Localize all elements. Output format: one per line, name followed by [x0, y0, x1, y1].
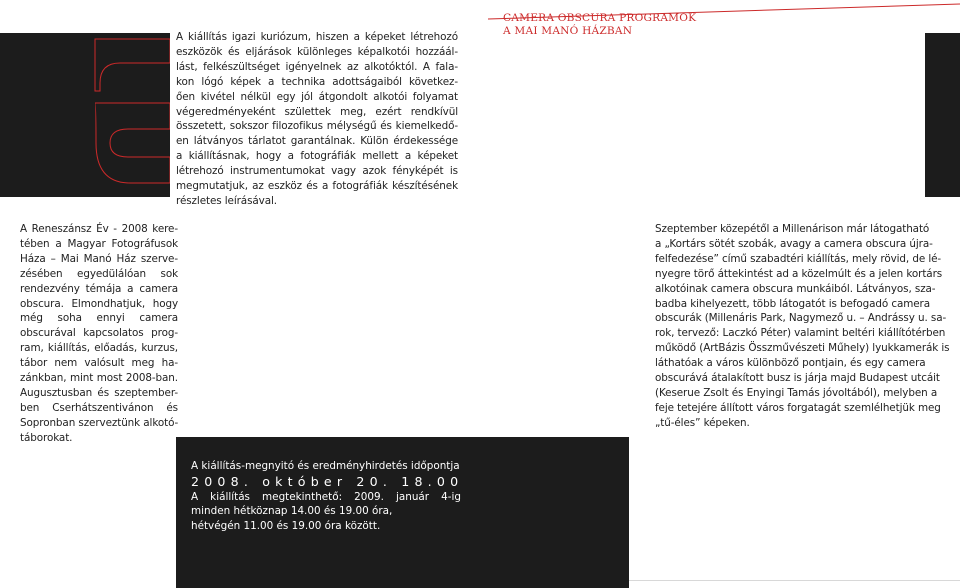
left-line: A Reneszánsz Év - 2008 kere-	[20, 223, 178, 235]
left-line: táborokat.	[20, 431, 73, 444]
intro-line: en látványos tárlatot garantálnak. Külön érdekessége	[176, 135, 458, 148]
left-line: még soha ennyi camera	[20, 312, 178, 325]
right-line: alkotóinak camera obscura munkáiból. Látványos, sza-	[655, 282, 936, 295]
left-line: obscura. Elmondhatjuk, hogy	[20, 297, 178, 310]
right-line: felfedezése” című szabadtéri kiállítás, mely rövid, de lé-	[655, 252, 942, 265]
right-line: láthatóak a város különböző pontjain, és egy camera	[655, 357, 926, 370]
right-line: nyegre törő áttekintést ad a közelmúlt és a jelen kortárs	[655, 267, 943, 280]
decorative-black-block-left	[0, 33, 170, 197]
intro-line: eszközök és eljárások különleges képalkotói hozzáál-	[176, 45, 458, 58]
event-weekday-hours: minden hétköznap 14.00 és 19.00 óra,	[191, 505, 393, 518]
left-line: ben Cserhátszentivánon és	[20, 401, 178, 414]
right-line: (Keserue Zsolt és Enyingi Tamás jóvoltából), melyben a	[655, 386, 938, 399]
right-line: működő (ArtBázis Összművészeti Műhely) lyukkamerák is	[655, 342, 950, 355]
right-line: obscurák (Millenáris Park, Nagymező u. – Andrássy u. sa-	[655, 312, 947, 325]
left-column-text	[20, 222, 178, 446]
right-line: „tű-éles” képeken.	[655, 416, 750, 429]
left-line: zésében egyedülálóan sok	[20, 267, 178, 280]
intro-line: A kiállítás igazi kuriózum, hiszen a képeket létrehozó	[176, 31, 458, 43]
intro-paragraph	[176, 30, 458, 209]
divider	[629, 580, 960, 581]
left-line: obscurával kapcsolatos prog-	[20, 327, 178, 340]
right-line: a „Kortárs sötét szobák, avagy a camera obscura újra-	[655, 237, 933, 250]
right-line: badba kihelyezett, több látogatót is befogadó camera	[655, 297, 930, 310]
intro-line: végeredményeként születtek meg, ezért rendkívül	[176, 105, 458, 118]
program-heading	[503, 12, 696, 38]
intro-line: összetett, sokszor filozofikus mélységű és kiemelkedő-	[176, 120, 458, 133]
intro-line: a kiállításnak, hogy a fotográfiák mellett a képeket	[176, 150, 458, 163]
left-line: Augusztusban és szeptember-	[20, 386, 178, 399]
intro-line: lást, felkészültséget igényelnek az alkotóktól. A fala-	[176, 60, 458, 73]
heading-line-1: CAMERA OBSCURA PROGRAMOK	[503, 12, 697, 24]
left-line: tábor nem valósult meg ha-	[20, 357, 178, 370]
letter-outline-u	[95, 103, 170, 183]
right-line: rok, tervező: Laczkó Péter) valamint beltéri kiállítótérben	[655, 327, 946, 340]
event-info-text	[191, 459, 464, 533]
decorative-letters-graphic	[0, 33, 170, 197]
intro-line: megmutatjuk, az eszköz és a fotográfiák készítésének	[176, 180, 458, 193]
left-line: Háza – Mai Manó Ház szerve-	[20, 252, 178, 265]
left-line: rendezvény témája a camera	[20, 282, 178, 295]
intro-line: részletes leírásával.	[176, 194, 277, 207]
right-column-text	[655, 222, 950, 431]
left-line: Sopronban szerveztünk alkotó-	[20, 416, 179, 429]
right-line: Szeptember közepétől a Millenárison már látogatható	[655, 223, 930, 235]
left-line: tében a Magyar Fotográfusok	[20, 237, 178, 250]
right-line: feje tetejére állított város forgatagát szemlélhetjük meg	[655, 401, 941, 414]
intro-line: ően kivétel nélkül egy jól átgondolt alkotói folyamat	[176, 90, 458, 103]
decorative-black-block-right	[925, 33, 960, 197]
event-weekend-hours: hétvégén 11.00 és 19.00 óra között.	[191, 519, 381, 532]
intro-line: kon lógó képek a technika adottságaiból következ-	[176, 75, 458, 88]
right-line: obscurává átalakított busz is járja majd Budapest utcáit	[655, 372, 940, 385]
heading-line-2: A MAI MANÓ HÁZBAN	[503, 25, 633, 37]
event-opening-label: A kiállítás-megnyitó és eredményhirdetés időpontja	[191, 460, 460, 472]
event-viewable-until: A kiállítás megtekinthető: 2009. január 4-ig	[191, 490, 461, 503]
heading-rule	[0, 0, 960, 40]
left-line: zánkban, mint most 2008-ban.	[20, 372, 178, 385]
event-date: 2008. október 20. 18.00	[191, 473, 464, 489]
letter-outline-top	[95, 39, 170, 91]
intro-line: létrehozó instrumentumokat vagy azok fényképét is	[176, 165, 458, 178]
left-line: ram, kiállítás, előadás, kurzus,	[20, 342, 178, 355]
